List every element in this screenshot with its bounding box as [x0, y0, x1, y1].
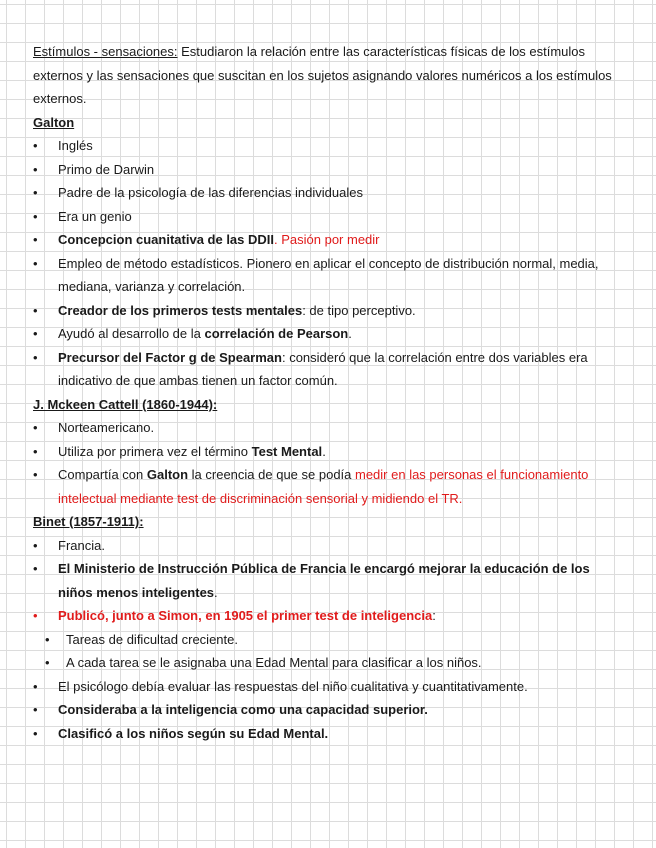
list-item — [33, 440, 623, 464]
item-text: : de tipo perceptivo. — [302, 302, 416, 318]
item-text: . — [348, 326, 352, 341]
list-item — [33, 416, 623, 440]
item-text: : — [432, 608, 436, 623]
list-item — [33, 463, 623, 510]
list-item — [33, 158, 623, 182]
item-bold-text: correlación de Pearson — [204, 326, 349, 341]
item-text: Francia. — [58, 537, 105, 553]
bullet-icon: • — [33, 161, 38, 177]
bullet-icon: • — [33, 702, 38, 717]
bullet-icon: • — [33, 326, 38, 341]
item-text: A cada tarea se le asignaba una Edad Mental para clasificar a los niños. — [66, 655, 482, 670]
bullet-icon: • — [33, 443, 38, 459]
bullet-icon: • — [33, 725, 38, 741]
item-text: Compartía con — [58, 467, 147, 482]
item-bold-text: Test Mental — [251, 443, 323, 459]
list-item — [33, 322, 623, 346]
item-text: . — [214, 584, 218, 600]
bullet-icon: • — [33, 608, 38, 623]
intro-paragraph — [33, 40, 623, 111]
item-bold-text: Precursor del Factor g de Spearman — [58, 349, 282, 365]
list-item — [33, 299, 623, 323]
list-item — [33, 675, 623, 699]
list-item — [33, 534, 623, 558]
sub-list-item — [33, 628, 623, 652]
item-bold-text: El Ministerio de Instrucción Pública de Francia le encargó mejorar la educación de los niños menos inteligentes — [58, 561, 590, 600]
bullet-icon: • — [33, 302, 38, 318]
item-text: El psicólogo debía evaluar las respuestas del niño cualitativa y cuantitativamente. — [58, 678, 528, 694]
item-text: Ayudó al desarrollo de la — [58, 326, 205, 341]
list-item — [33, 228, 623, 252]
item-red-text: Publicó, junto a Simon, en 1905 el primer test de inteligencia — [58, 608, 433, 623]
binet-heading: Binet (1857-1911): — [33, 514, 144, 529]
list-item — [33, 722, 623, 746]
item-text: . — [322, 443, 326, 459]
intro-text: Estudiaron la relación entre las características físicas de los estímulos externos y las sensaciones que suscitan en los sujetos asignando valores numéricos a los estímulos externos. — [33, 44, 612, 106]
item-text: Inglés — [58, 138, 93, 153]
bullet-icon: • — [33, 255, 38, 271]
item-bold-text: Consideraba a la inteligencia como una capacidad superior. — [58, 702, 428, 717]
item-text: Empleo de método estadísticos. Pionero en aplicar el concepto de distribución normal, media, mediana, varianza y correlación. — [58, 255, 599, 294]
item-bold-text: Concepcion cuanitativa de las DDII — [58, 232, 274, 247]
bullet-icon: • — [33, 537, 38, 553]
item-text: Norteamericano. — [58, 420, 155, 435]
bullet-icon: • — [33, 561, 38, 576]
bullet-icon: • — [45, 631, 50, 647]
list-item — [33, 604, 623, 628]
item-bold-text: Creador de los primeros tests mentales — [58, 302, 303, 318]
list-item — [33, 181, 623, 205]
list-item — [33, 134, 623, 158]
item-text: : consideró que la correlación entre dos variables era indicativo de que ambas tienen un factor común. — [58, 349, 588, 388]
item-text: Padre de la psicología de las diferencias individuales — [58, 185, 363, 200]
intro-heading: Estímulos - sensaciones: — [33, 44, 178, 59]
notes-page — [33, 40, 623, 745]
item-text: la creencia de que se podía — [188, 467, 355, 482]
list-item — [33, 346, 623, 393]
item-text: Era un genio — [58, 208, 132, 224]
bullet-icon: • — [33, 138, 38, 153]
galton-heading: Galton — [33, 114, 75, 130]
bullet-icon: • — [45, 655, 50, 670]
bullet-icon: • — [33, 467, 38, 482]
list-item — [33, 698, 623, 722]
bullet-icon: • — [33, 349, 38, 365]
item-red-text: medir en las personas el funcionamiento intelectual mediante test de discriminación sensorial y midiendo el TR. — [58, 467, 589, 506]
list-item — [33, 252, 623, 299]
item-text: Primo de Darwin — [58, 161, 155, 177]
item-bold-text: Clasificó a los niños según su Edad Mental. — [58, 725, 329, 741]
item-bold-text: Galton — [146, 467, 189, 482]
bullet-icon: • — [33, 678, 38, 694]
item-text: Utiliza por primera vez el término — [58, 443, 252, 459]
list-item — [33, 557, 623, 604]
bullet-icon: • — [33, 420, 38, 435]
bullet-icon: • — [33, 185, 38, 200]
list-item — [33, 205, 623, 229]
item-text: Tareas de dificultad creciente. — [66, 631, 238, 647]
sub-list-item — [33, 651, 623, 675]
item-red-text: . Pasión por medir — [274, 232, 380, 247]
bullet-icon: • — [33, 232, 38, 247]
bullet-icon: • — [33, 208, 38, 224]
cattell-heading: J. Mckeen Cattell (1860-1944): — [33, 396, 218, 412]
